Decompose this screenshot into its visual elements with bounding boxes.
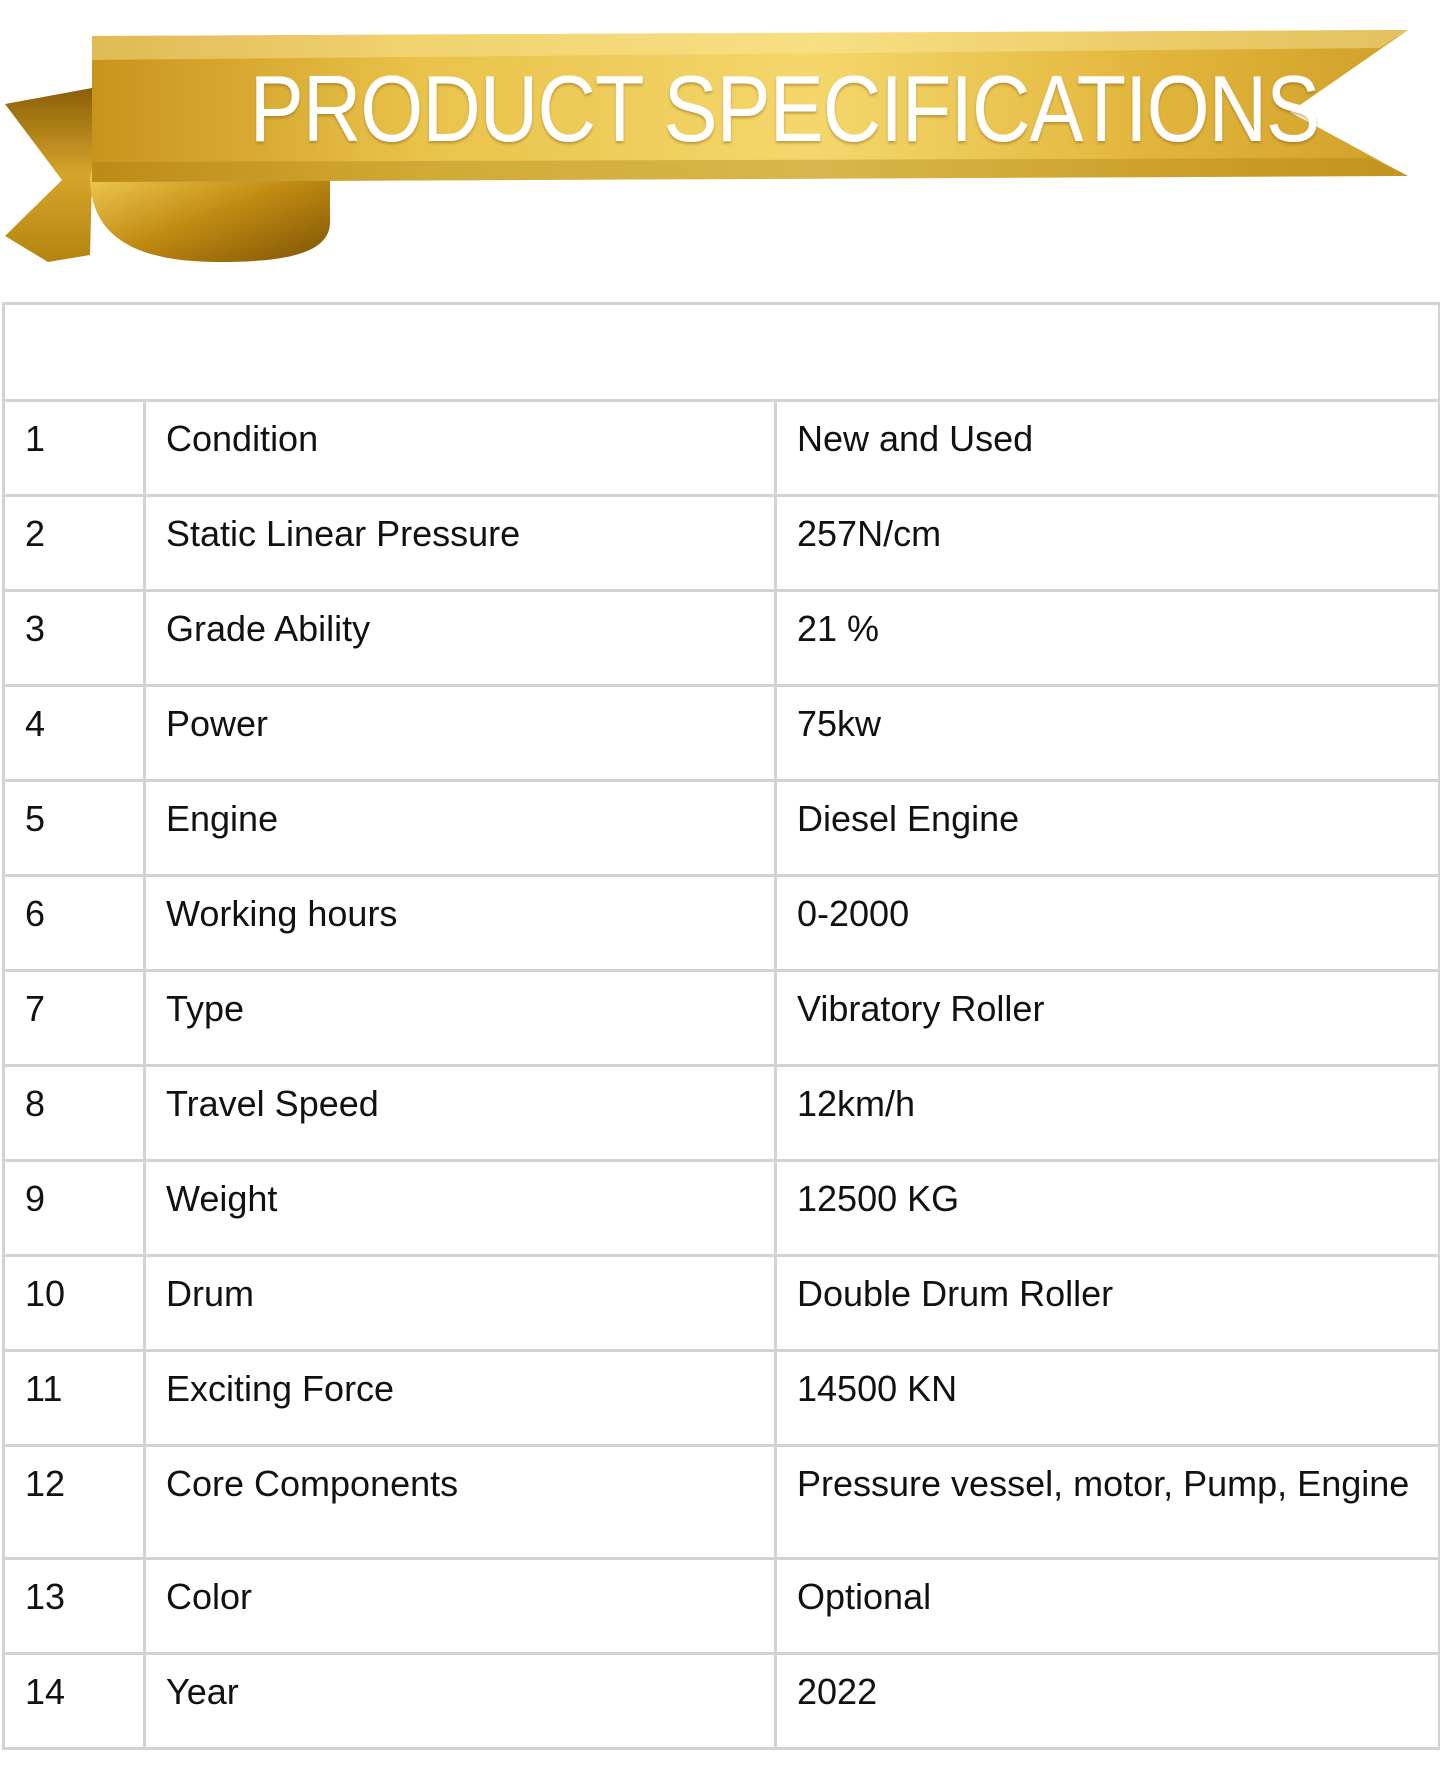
table-row: [4, 686, 1440, 781]
table-row: [4, 1161, 1440, 1256]
parameter-value-cell: 257N/cm: [776, 496, 1440, 591]
parameter-value-cell: Optional: [776, 1559, 1440, 1654]
parameter-value-cell: 12500 KG: [776, 1161, 1440, 1256]
parameter-value-cell: Pressure vessel, motor, Pump, Engine: [776, 1446, 1440, 1559]
parameter-value-cell: Vibratory Roller: [776, 971, 1440, 1066]
parameter-value-cell: 12km/h: [776, 1066, 1440, 1161]
parameter-name-cell: Static Linear Pressure: [145, 496, 776, 591]
table-row: [4, 496, 1440, 591]
row-number-cell: 13: [4, 1559, 145, 1654]
parameter-name-cell: Color: [145, 1559, 776, 1654]
parameter-value-cell: Diesel Engine: [776, 781, 1440, 876]
parameter-name-cell: Power: [145, 686, 776, 781]
table-header-row: [4, 304, 1440, 401]
table-row: [4, 1256, 1440, 1351]
table-row: [4, 591, 1440, 686]
parameter-name-cell: Condition: [145, 401, 776, 496]
table-row: [4, 1559, 1440, 1654]
parameter-value-cell: Double Drum Roller: [776, 1256, 1440, 1351]
parameter-name-cell: Travel Speed: [145, 1066, 776, 1161]
table-row: [4, 401, 1440, 496]
row-number-cell: 5: [4, 781, 145, 876]
row-number-cell: 14: [4, 1654, 145, 1749]
table-row: [4, 1654, 1440, 1749]
row-number-cell: 6: [4, 876, 145, 971]
row-number-cell: 12: [4, 1446, 145, 1559]
parameter-name-cell: Exciting Force: [145, 1351, 776, 1446]
table-row: [4, 781, 1440, 876]
parameter-value-cell: 2022: [776, 1654, 1440, 1749]
parameter-name-cell: Year: [145, 1654, 776, 1749]
parameter-name-cell: Drum: [145, 1256, 776, 1351]
parameter-value-cell: 21 %: [776, 591, 1440, 686]
table-row: [4, 1446, 1440, 1559]
table-row: [4, 1066, 1440, 1161]
table-row: [4, 971, 1440, 1066]
row-number-cell: 3: [4, 591, 145, 686]
parameter-name-cell: Grade Ability: [145, 591, 776, 686]
table-row: [4, 1351, 1440, 1446]
row-number-cell: 4: [4, 686, 145, 781]
table-row: [4, 876, 1440, 971]
gold-ribbon-banner: [0, 0, 1440, 290]
specifications-table-body: [4, 304, 1440, 1749]
row-number-cell: 11: [4, 1351, 145, 1446]
banner-title: PRODUCT SPECIFICATIONS: [249, 56, 1320, 161]
row-number-cell: 7: [4, 971, 145, 1066]
parameter-value-cell: 75kw: [776, 686, 1440, 781]
parameter-name-cell: Working hours: [145, 876, 776, 971]
parameter-name-cell: Core Components: [145, 1446, 776, 1559]
row-number-cell: 8: [4, 1066, 145, 1161]
row-number-cell: 9: [4, 1161, 145, 1256]
row-number-cell: 1: [4, 401, 145, 496]
row-number-cell: 2: [4, 496, 145, 591]
parameter-value-cell: 0-2000: [776, 876, 1440, 971]
parameter-value-cell: New and Used: [776, 401, 1440, 496]
table-header-cell: [4, 304, 1440, 401]
parameter-value-cell: 14500 KN: [776, 1351, 1440, 1446]
specifications-table: [2, 302, 1440, 1750]
row-number-cell: 10: [4, 1256, 145, 1351]
parameter-name-cell: Type: [145, 971, 776, 1066]
parameter-name-cell: Weight: [145, 1161, 776, 1256]
parameter-name-cell: Engine: [145, 781, 776, 876]
